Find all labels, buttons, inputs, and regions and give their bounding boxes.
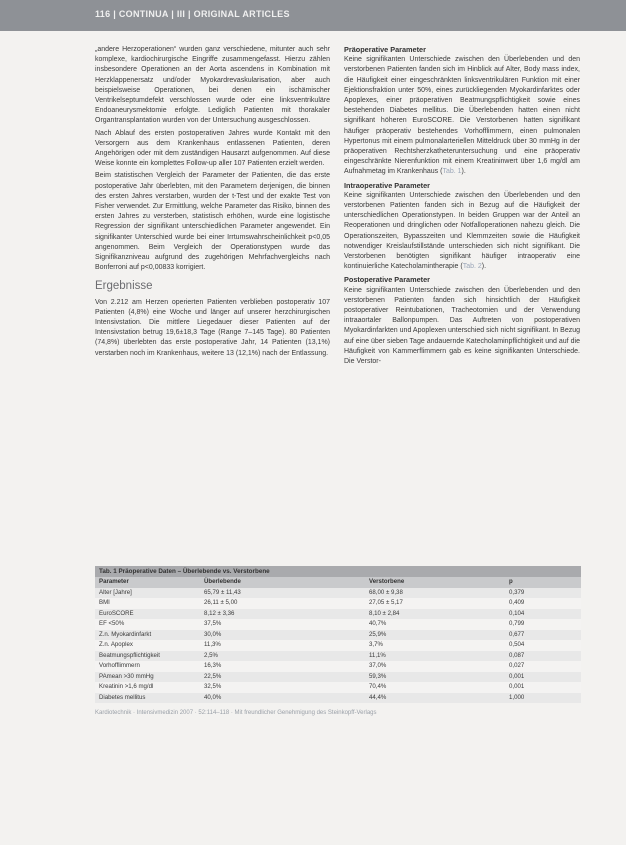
table-row bbox=[95, 651, 581, 662]
table-cell: 0,001 bbox=[509, 672, 525, 680]
table-header-row bbox=[95, 577, 581, 588]
table-cell: 40,0% bbox=[204, 693, 222, 701]
table-cell: 32,5% bbox=[204, 683, 222, 690]
table-header-cell: Parameter bbox=[99, 578, 129, 585]
postoperative-section bbox=[344, 275, 580, 367]
table-cell: 27,05 ± 5,17 bbox=[369, 599, 403, 606]
table-cell: PAmean >30 mmHg bbox=[99, 672, 154, 680]
table-reference-link[interactable]: Tab. 1 bbox=[442, 168, 462, 176]
table-cell: 37,5% bbox=[204, 620, 222, 627]
table-cell: 0,001 bbox=[509, 683, 525, 690]
right-column bbox=[344, 45, 580, 370]
table-cell: BMI bbox=[99, 599, 110, 606]
results-heading: Ergebnisse bbox=[95, 280, 153, 293]
table-cell: 0,504 bbox=[509, 641, 525, 648]
intraoperative-paragraph: Keine signifikanten Unterschiede zwischen den Überlebenden und den verstorbenen Patienten fanden sich in Bezug auf die Häufigkeit der unterschiedlichen Operationstypen. In beiden Gruppen war der Anteil an Reoperationen und dringlichen oder Notfalloperationen nahezu gleich. Die Operationszeiten, Bypasszeiten und Klemmzeiten sowie die Häufigkeit notwendiger Kreislaufstillstände unterschieden sich nicht signifikant. Die Verstorbenen benötigten signifikant häufiger intraoperativ eine kontinuierliche Katecholamintherapie (Tab. 2). bbox=[344, 191, 580, 271]
table-cell: Vorhofflimmern bbox=[99, 662, 140, 669]
table-row bbox=[95, 630, 581, 641]
paragraph-results-1: Von 2.212 am Herzen operierten Patienten verblieben postoperativ 107 Patienten (4,8%) eine Woche und länger auf unserer herzchirurgischen Intensivstation. Die mittlere Liegedauer dieser Patienten auf der Intensivstation betrug 19,6±18,3 Tage (Range 7–145 Tage). 80 Patienten (74,8%) überlebten das erste postoperative Jahr, 14 Patienten (13,1%) verstarben noch im Krankenhaus, weitere 13 (12,1%) nach der Entlassung. bbox=[95, 298, 330, 357]
table-cell: 70,4% bbox=[369, 683, 387, 690]
table-cell: Diabetes mellitus bbox=[99, 693, 146, 701]
paragraph-methods-2: Nach Ablauf des ersten postoperativen Jahres wurde Kontakt mit den Versorgern aus dem Krankenhaus entlassenen Patienten, deren Angehörigen oder mit dem zuständigen Hausarzt aufgenommen. Auf diese Weise konnte ein komplettes Follow-up aller 107 Patienten erzielt werden. bbox=[95, 129, 330, 168]
paragraph-methods-1: „andere Herzoperationen“ wurden ganz verschiedene, mitunter auch sehr komplexe, kardiochirurgische Eingriffe zusammengefasst. Hierzu zählen insbesondere Operationen an der Aorta ascendens in Kombination mit Herzklappenersatz und/oder Myokardrevaskularisation, aber auch beispielsweise Operationen, bei denen ein ischämischer Ventrikelseptumdefekt verschlossen wurde oder eine linksventrikuläre Endoaneurysmektomie erfolgte. Lediglich Patienten mit thorakaler Organtransplantation wurden von der Untersuchung ausgeschlossen. bbox=[95, 46, 330, 125]
table-cell: Alter [Jahre] bbox=[99, 588, 132, 596]
table-cell: 44,4% bbox=[369, 693, 387, 701]
table-header-cell: Verstorbene bbox=[369, 578, 405, 585]
table-row bbox=[95, 672, 581, 683]
postoperative-paragraph: Keine signifikanten Unterschiede zwischen den Überlebenden und den verstorbenen Patienten fanden sich hinsichtlich der Häufigkeit postoperativer Reintubationen, Tracheotomien und der Verwendung intraaortaler Ballonpumpen. Das Auftreten von postoperativen Myokardinfarkten und Apoplexen unterschied sich nicht signifikant. In Bezug auf eine über sieben Tage andauernde Katecholaminpflichtigkeit und auf die Häufigkeit von Kammerflimmern gab es keine signifikanten Unterschiede. Die Verstor- bbox=[344, 286, 580, 366]
table-cell: 25,9% bbox=[369, 630, 387, 638]
table-cell: 0,087 bbox=[509, 651, 525, 659]
table-cell: 16,3% bbox=[204, 662, 222, 669]
table-cell: Z.n. Apoplex bbox=[99, 641, 133, 648]
table-cell: 0,677 bbox=[509, 630, 525, 638]
postoperative-heading: Postoperative Parameter bbox=[344, 275, 430, 285]
table-cell: 11,3% bbox=[204, 641, 221, 648]
table-cell: 0,409 bbox=[509, 599, 525, 606]
table-row bbox=[95, 682, 581, 693]
table-cell: 0,027 bbox=[509, 662, 525, 669]
table-cell: 40,7% bbox=[369, 620, 387, 627]
table-cell: 65,79 ± 11,43 bbox=[204, 588, 241, 596]
left-column bbox=[95, 45, 330, 361]
table-body bbox=[95, 588, 581, 704]
table-row bbox=[95, 619, 581, 630]
table-caption: Tab. 1 Präoperative Daten – Überlebende vs. Verstorbene bbox=[95, 566, 581, 577]
table-cell: 8,12 ± 3,36 bbox=[204, 609, 235, 617]
table-cell: 0,799 bbox=[509, 620, 525, 627]
table-row bbox=[95, 640, 581, 651]
table-header-cell: Überlebende bbox=[204, 578, 241, 585]
preoperative-text: Keine signifikanten Unterschiede zwischen den Überlebenden und den verstorbenen Patienten fanden sich im Hinblick auf Alter, Body mass index, die Häufigkeit einer eingeschränkten linksventrikulären Funktion mit einer Ejektionsfraktion unter 50%, eines zurückliegenden Myokardinfarktes oder Apoplexes, einer präoperativen Beatmungspflichtigkeit sowie eines bestehenden Diabetes mellitus. Die Überlebenden hatten einen nicht signifikant höheren EuroSCORE. Die Verstorbenen hatten signifikant häufiger präoperativ bestehendes Vorhofflimmern, einen pulmonalen Hypertonus mit einem pulmonalarteriellen Mitteldruck über 30 mmHg in der präoperativen Rechtsherzkatheteruntersuchung und eine präoperativ eingeschränkte Nierenfunktion mit einem Kreatininwert über 1,6 mg/dl am Aufnahmetag im Krankenhaus ( bbox=[344, 56, 580, 176]
table-row bbox=[95, 661, 581, 672]
data-table bbox=[95, 566, 581, 703]
preoperative-heading: Präoperative Parameter bbox=[344, 45, 426, 54]
table-cell: 22,5% bbox=[204, 672, 222, 680]
intraoperative-heading: Intraoperative Parameter bbox=[344, 180, 430, 190]
running-header-text: 116 | CONTINUA | III | ORIGINAL ARTICLES bbox=[95, 9, 290, 19]
table-cell: 0,379 bbox=[509, 588, 525, 596]
table-cell: EuroSCORE bbox=[99, 609, 134, 617]
paragraph-methods-3: Beim statistischen Vergleich der Parameter der Patienten, die das erste postoperative Jahr überlebten, mit den Parametern derjenigen, die binnen des ersten Jahres verstarben, wurden der t-Test und der exakte Test von Fisher verwendet. Zur Ermittlung, welche Parameter das Risiko, binnen des ersten Jahres zu versterben, statistisch erhöhen, wurde eine logistische Regression der signifikant unterschiedlichen Parameter angewendet. Ein signifikanter Unterschied wurde bei einer Irrtumswahrscheinlichkeit p<0,05 angenommen. Beim Vergleich der Operationstypen wurde das Signifikanzniveau aufgrund des zugehörigen Mehrfachvergleichs nach Bonferroni auf p<0,00833 korrigiert. bbox=[95, 172, 330, 272]
table-row bbox=[95, 693, 581, 704]
running-header bbox=[0, 0, 626, 31]
table-cell: 37,0% bbox=[369, 662, 387, 669]
preoperative-section bbox=[344, 45, 580, 178]
intraoperative-section bbox=[344, 181, 580, 273]
table-row bbox=[95, 588, 581, 599]
table-cell: 26,11 ± 5,00 bbox=[204, 599, 238, 606]
table-cell: 1,000 bbox=[509, 693, 525, 701]
table-row bbox=[95, 598, 581, 609]
table-cell: 8,10 ± 2,84 bbox=[369, 609, 400, 617]
table-cell: 68,00 ± 9,38 bbox=[369, 588, 403, 596]
table-header-cell: p bbox=[509, 578, 513, 585]
table-cell: 3,7% bbox=[369, 641, 383, 648]
table-cell: EF <50% bbox=[99, 620, 125, 627]
table-cell: Z.n. Myokardinfarkt bbox=[99, 630, 152, 638]
table-cell: 0,104 bbox=[509, 609, 525, 617]
table-cell: Kreatinin >1,6 mg/dl bbox=[99, 683, 154, 690]
table-cell: 11,1% bbox=[369, 651, 386, 659]
preoperative-paragraph: Keine signifikanten Unterschiede zwischen den Überlebenden und den verstorbenen Patienten fanden sich im Hinblick auf Alter, Body mass index, die Häufigkeit einer eingeschränkten linksventrikulären Funktion mit einer Ejektionsfraktion unter 50%, eines zurückliegenden Myokardinfarktes oder Apoplexes, einer präoperativen Beatmungspflichtigkeit sowie eines bestehenden Diabetes mellitus. Die Überlebenden hatten einen nicht signifikant höheren EuroSCORE. Die Verstorbenen hatten signifikant häufiger präoperativ bestehendes Vorhofflimmern, einen pulmonalen Hypertonus mit einem pulmonalarteriellen Mitteldruck über 30 mmHg in der präoperativen Rechtsherzkatheteruntersuchung und eine präoperativ eingeschränkte Nierenfunktion mit einem Kreatininwert über 1,6 mg/dl am Aufnahmetag im Krankenhaus (Tab. 1). bbox=[344, 56, 580, 176]
intraoperative-text: Keine signifikanten Unterschiede zwischen den Überlebenden und den verstorbenen Patienten fanden sich in Bezug auf die Häufigkeit der unterschiedlichen Operationstypen. In beiden Gruppen war der Anteil an Reoperationen und dringlichen oder Notfalloperationen nahezu gleich. Die Operationszeiten, Bypasszeiten und Klemmzeiten sowie die Häufigkeit notwendiger Kreislaufstillstände unterschieden sich nicht signifikant. Die Verstorbenen benötigten signifikant häufiger intraoperativ eine kontinuierliche Katecholamintherapie ( bbox=[344, 191, 580, 271]
table-cell: 30,0% bbox=[204, 630, 222, 638]
page-footer: Kardiotechnik · Intensivmedizin 2007 · 52:114–118 · Mit freundlicher Genehmigung des Steinkopff-Verlags bbox=[95, 710, 377, 716]
table-cell: 2,5% bbox=[204, 651, 218, 659]
table-reference-link[interactable]: Tab. 2 bbox=[462, 263, 482, 271]
table-row bbox=[95, 609, 581, 620]
table-cell: Beatmungspflichtigkeit bbox=[99, 651, 160, 659]
table-cell: 59,3% bbox=[369, 672, 387, 680]
